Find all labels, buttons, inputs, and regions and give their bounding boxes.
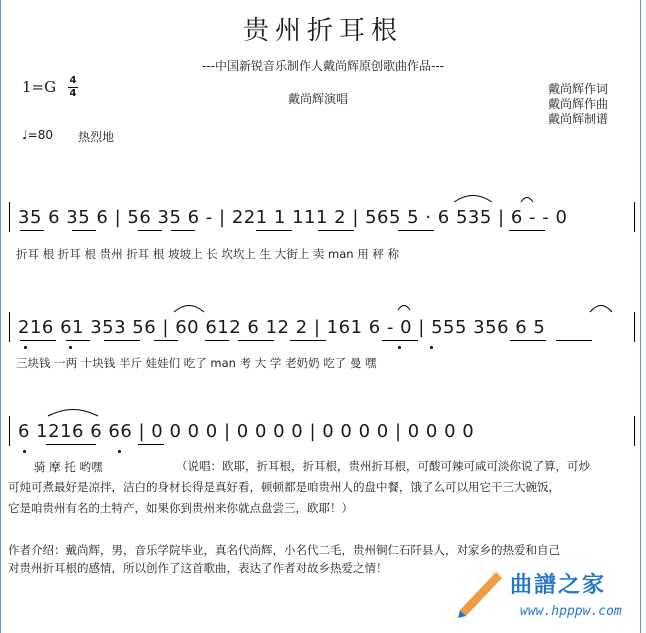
lyrics-row-2: 三块钱 一两 十块钱 半斤 娃娃们 吃了 man 考 大 学 老奶奶 吃了 曼 嘿 [16, 356, 377, 370]
row-2-underline [20, 340, 56, 341]
time-signature-top: 4 [69, 75, 77, 86]
row-2-underline [382, 340, 418, 341]
time-signature-bottom: 4 [69, 88, 77, 99]
row-1-underline [509, 230, 545, 231]
row-2-low-dot [24, 346, 27, 349]
song-title: 贵州折耳根 [242, 16, 403, 46]
lyrics-row-3: 骑 摩 托 哟嘿 [34, 460, 103, 474]
row-2-fermata [397, 303, 411, 311]
pencil-logo-icon [456, 566, 504, 618]
lyricist-credit: 戴尚辉作词 [548, 82, 609, 96]
row-3-underline [46, 444, 96, 445]
row-1-start-bar [9, 202, 10, 232]
row-2-underline [238, 340, 274, 341]
row-2-start-bar [9, 312, 10, 342]
lyrics-row-1: 折耳 根 折耳 根 贵州 折耳 根 坡坡上 长 坎坎上 生 大街上 卖 man 用 秤 称 [16, 247, 400, 261]
notation-row-3: 6 1216 6 66 | 0 0 0 0 | 0 0 0 0 | 0 0 0 0 | 0 0 0 0 [18, 421, 475, 442]
author-intro-line-2: 对贵州折耳根的感情，所以创作了这首歌曲，表达了作者对故乡热爱之情！ [8, 561, 388, 575]
row-3-underline [138, 444, 164, 445]
spoken-line-2: 可炖可煮最好是凉拌，洁白的身材长得是真好看，顿顿都是咱贵州人的盘中餐，饿了么可以用它干三大碗饭， [8, 480, 560, 494]
row-2-underline [66, 340, 90, 341]
row-2-low-dot [430, 346, 433, 349]
spoken-line-1: （说唱：欧耶，折耳根，折耳根，贵州折耳根，可酸可辣可咸可淡你说了算，可炒 [176, 459, 590, 473]
row-2-underline [154, 340, 178, 341]
page-left-edge [0, 0, 1, 633]
row-2-slur [588, 301, 614, 313]
row-3-low-dot [118, 450, 121, 453]
singer-credit: 戴尚辉演唱 [288, 92, 349, 106]
row-2-underline [510, 340, 546, 341]
row-1-underline [20, 230, 44, 231]
page-right-edge [640, 0, 641, 633]
row-1-underline [72, 230, 96, 231]
row-2-end-bar [634, 312, 635, 342]
row-1-underline [398, 230, 434, 231]
key-signature: 1=G [22, 78, 57, 96]
row-1-underline [138, 230, 162, 231]
watermark-url: www.hpppw.com [520, 604, 622, 619]
row-1-underline [171, 230, 195, 231]
row-2-slur [172, 301, 206, 313]
row-1-fermata [520, 195, 534, 203]
row-1-underline [256, 230, 292, 231]
row-1-underline [318, 230, 354, 231]
spoken-line-3: 它是咱贵州有名的土特产，如果你到贵州来你就点盘尝三，欧耶！） [8, 501, 353, 515]
row-3-low-dot [23, 450, 26, 453]
row-1-end-bar [634, 202, 635, 232]
notation-row-2: 216 61 353 56 | 60 612 6 12 2 | 161 6 - 0 | 555 356 6 5 [18, 317, 546, 338]
row-2-underline [290, 340, 326, 341]
row-2-underline [205, 340, 229, 341]
row-2-low-dot [398, 346, 401, 349]
row-2-underline [104, 340, 140, 341]
watermark-site-name: 曲譜之家 [510, 573, 607, 598]
row-2-low-dot [69, 346, 72, 349]
row-3-slur [46, 405, 100, 417]
author-intro-line-1: 作者介绍：戴尚辉，男，音乐学院毕业，真名代尚辉，小名代二毛，贵州铜仁石阡县人，对家乡的热爱和自己 [8, 543, 560, 557]
row-3-end-bar [634, 416, 635, 446]
notation-row-1: 35 6 35 6 | 56 35 6 - | 221 1 111 2 | 565 5 · 6 535 | 6 - - 0 [18, 207, 568, 228]
composer-credit: 戴尚辉作曲 [548, 97, 609, 111]
expression-marking: 热烈地 [78, 130, 115, 144]
row-2-underline [556, 340, 592, 341]
row-3-start-bar [9, 416, 10, 446]
row-1-slur [452, 191, 494, 203]
song-subtitle: ---中国新锐音乐制作人戴尚辉原创歌曲作品--- [202, 59, 444, 73]
tempo-marking: ♩=80 [22, 128, 53, 142]
arranger-credit: 戴尚辉制谱 [548, 112, 609, 126]
